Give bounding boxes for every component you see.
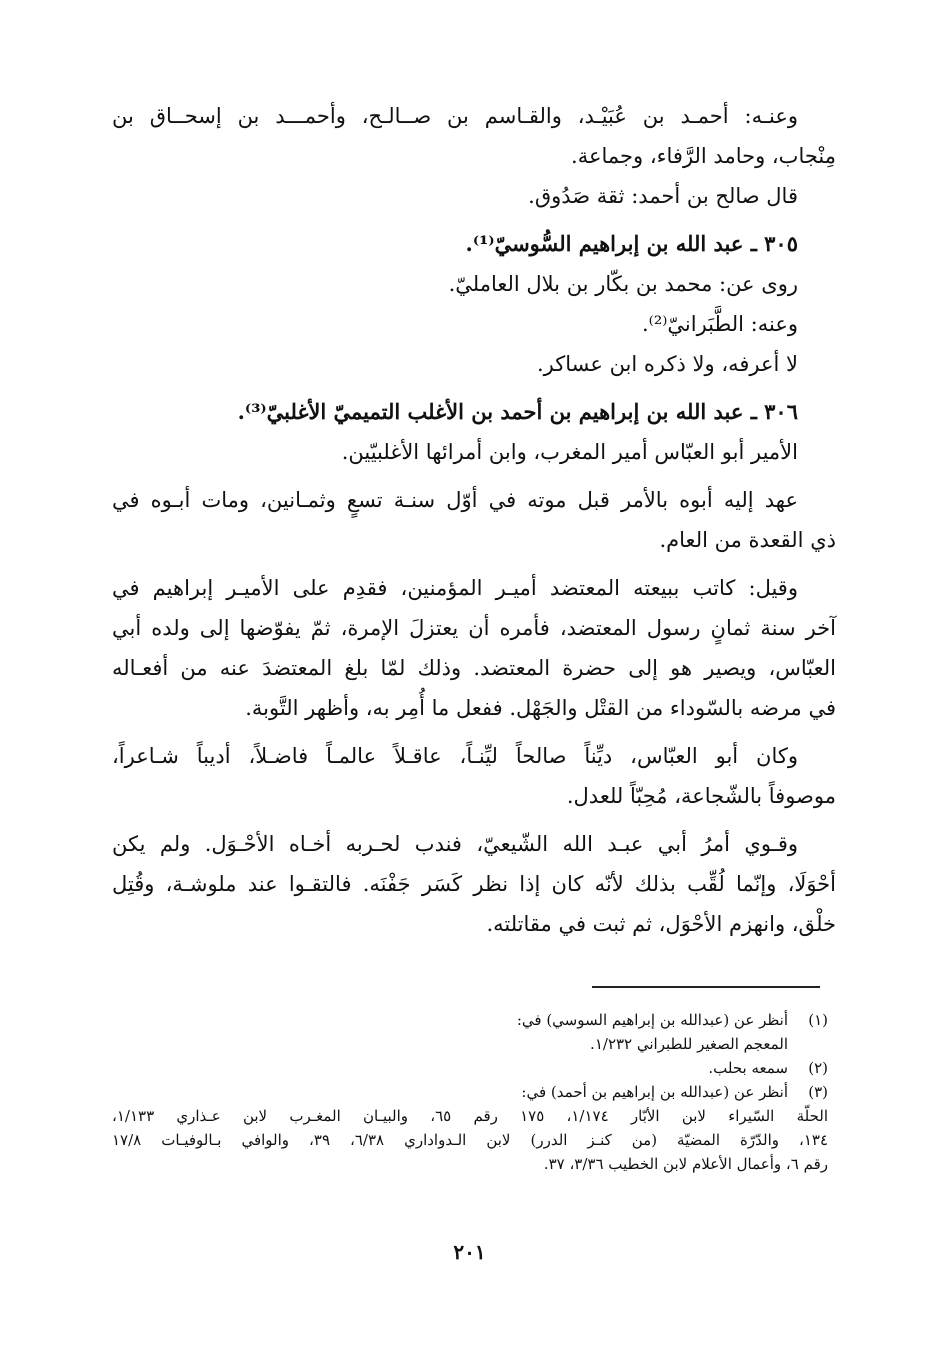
footnote-line: ١٣٤، والدّرّة المضيّة (من كنـز الدرر) لابن الـدواداري ٦/٣٨، ٣٩، والوافي بـالوفيـات ١٧/٨ <box>112 1131 829 1149</box>
footnote-text <box>112 1080 788 1104</box>
main-text <box>112 96 836 944</box>
text-line: لا أعرفه، ولا ذكره ابن عساكر. <box>536 352 798 376</box>
footnote-line: الحلّة السّيراء لابن الأبّار ١/١٧٤، ١٧٥ رقم ٦٥، والبيـان المغـرب لابن عـذاري ١/١٣٣، <box>112 1107 829 1125</box>
entry-heading-305: ٣٠٥ ـ عبد الله بن إبراهيم السُّوسيّ⁽¹⁾. <box>465 231 798 256</box>
text-line: الأمير أبو العبّاس أمير المغرب، وابن أمرائها الأغلبيّين. <box>341 440 798 464</box>
text-line: وكان أبو العبّاس، ديِّناً صالحاً ليِّنـاً، عاقـلاً عالمـاً فاضـلاً، أديباً شـاعراً، <box>112 744 798 768</box>
footnote-line: أنظر عن (عبدالله بن إبراهيم السوسي) في: <box>516 1011 788 1029</box>
footnote-text <box>112 1008 788 1056</box>
footnote-number: (١) <box>808 1011 828 1029</box>
text-line: آخر سنة ثمانٍ رسول المعتضد، فأمره أن يعتزلَ الإمرة، ثمّ يفوّضها إلى ولده أبي <box>112 616 836 640</box>
text-line: وقيل: كاتب ببيعته المعتضد أميـر المؤمنين، فقدِم على الأميـر إبراهيم في <box>112 576 798 600</box>
footnote-line: أنظر عن (عبدالله بن إبراهيم بن أحمد) في: <box>521 1083 788 1101</box>
text-line: العبّاس، ويصير هو إلى حضرة المعتضد. وذلك لمّا بلغ المعتضدَ عنه من أفعـاله <box>112 656 836 680</box>
text-line: روى عن: محمد بن بكّار بن بلال العامليّ. <box>448 272 798 296</box>
text-line: أحْوَلَا، وإنّما لُقِّب بذلك لأنّه كان إذا نظر كَسَر جَفْنَه. فالتقـوا عند ملوشـة، وقُتِل <box>112 872 836 896</box>
text-line: في مرضه بالسّوداء من القتْل والجَهْل. ففعل ما أُمِر به، وأظهر التَّوبة. <box>245 696 836 720</box>
footnote-number: (٣) <box>808 1083 828 1101</box>
text-line: عهد إليه أبوه بالأمر قبل موته في أوّل سنـة تسعٍ وثمـانين، ومات أبـوه في <box>112 488 798 512</box>
footnote-text <box>112 1056 788 1080</box>
footnotes <box>112 1008 828 1176</box>
footnote-3 <box>112 1080 828 1104</box>
footnote-line: المعجم الصغير للطبراني ١/٢٣٢. <box>590 1035 788 1053</box>
footnote-line: سمعه بحلب. <box>708 1059 788 1077</box>
footnote-3-continued <box>112 1104 828 1176</box>
footnote-text <box>112 1104 828 1176</box>
footnote-divider <box>592 986 820 988</box>
text-line: ذي القعدة من العام. <box>659 528 836 552</box>
text-line: وعنـه: أحمـد بن عُبَيْـد، والقـاسم بن صــالـح، وأحمـــد بن إسحــاق بن <box>112 104 798 128</box>
text-line: مِنْجاب، وحامد الرَّفاء، وجماعة. <box>571 144 836 168</box>
text-line: خلْق، وانهزم الأحْوَل، ثم ثبت في مقاتلته. <box>486 912 836 936</box>
entry-heading-306: ٣٠٦ ـ عبد الله بن إبراهيم بن أحمد بن الأغلب التميميّ الأغلبيّ⁽³⁾. <box>237 399 798 424</box>
footnote-number: (٢) <box>808 1059 828 1077</box>
text-line: قال صالح بن أحمد: ثقة صَدُوق. <box>528 184 798 208</box>
text-line: موصوفاً بالشّجاعة، مُحِبّاً للعدل. <box>566 784 836 808</box>
page-number: ٢٠١ <box>453 1240 486 1264</box>
footnote-line: رقم ٦، وأعمال الأعلام لابن الخطيب ٣/٣٦، ٣٧. <box>543 1155 828 1173</box>
footnote-1 <box>112 1008 828 1056</box>
footnote-2 <box>112 1056 828 1080</box>
text-line: وعنه: الطَّبَرانيّ⁽²⁾. <box>641 312 798 336</box>
text-line: وقـوي أمرُ أبي عبـد الله الشّيعيّ، فندب لحـربه أخـاه الأحْـوَل. ولم يكن <box>112 832 798 856</box>
